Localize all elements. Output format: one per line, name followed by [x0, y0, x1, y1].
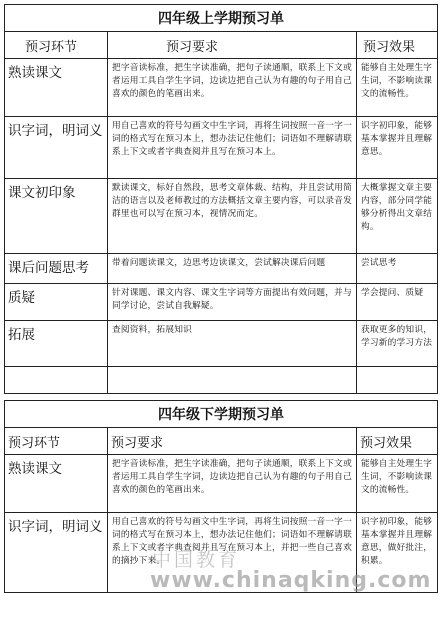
effect-cell: 学会提问、质疑 [357, 284, 438, 321]
lower-table-title: 四年级下学期预习单 [5, 401, 438, 428]
upper-table-title: 四年级上学期预习单 [5, 5, 438, 32]
requirement-cell: 查阅资料，拓展知识 [108, 321, 357, 367]
stage-cell: 熟读课文 [5, 455, 108, 513]
effect-cell: 能够自主处理生字生词，不影响读课文的流畅性。 [357, 59, 438, 117]
stage-cell: 课后问题思考 [5, 254, 108, 284]
header-requirement: 预习要求 [108, 428, 357, 455]
upper-prep-table [4, 4, 438, 394]
stage-cell: 拓展 [5, 321, 108, 367]
requirement-cell: 针对课题、课文内容、课文生字词等方面提出有效问题，并与同学讨论，尝试自我解疑。 [108, 284, 357, 321]
requirement-cell: 把字音读标准，把生字读准确，把句子读通顺，联系上下文或者运用工具自学生字词，边读边把自己认为有趣的句子用自己喜欢的颜色的笔画出来。 [108, 455, 357, 513]
stage-cell: 课文初印象 [5, 179, 108, 254]
document-page [4, 4, 437, 593]
header-stage: 预习环节 [5, 32, 108, 59]
effect-cell: 尝试思考 [357, 254, 438, 284]
effect-cell: 识字初印象，能够基本掌握并且理解意思，做好批注，积累。 [357, 513, 438, 593]
watermark-url: www.chinaqking.com [150, 568, 432, 593]
empty-cell [5, 367, 108, 394]
header-effect: 预习效果 [357, 32, 438, 59]
requirement-cell: 把字音读标准，把生字读准确，把句子读通顺，联系上下文或者运用工具自学生字词，边读边把自己认为有趣的句子用自己喜欢的颜色的笔画出来。 [108, 59, 357, 117]
header-requirement: 预习要求 [108, 32, 357, 59]
stage-cell: 识字词，明词义 [5, 513, 108, 593]
effect-cell: 获取更多的知识，学习新的学习方法 [357, 321, 438, 367]
requirement-cell: 带着问题读课文，边思考边读课文，尝试解决课后问题 [108, 254, 357, 284]
requirement-cell: 用自己喜欢的符号勾画文中生字词，再将生词按照一音一字一词的格式写在预习本上，想办法记住他们；词语如不理解请联系上下文或者字典查阅并且写在预习本上，并把一些自己喜欢的摘抄下来。 [108, 513, 357, 593]
effect-cell: 识字初印象，能够基本掌握并且理解意思。 [357, 117, 438, 179]
empty-cell [357, 367, 438, 394]
header-stage: 预习环节 [5, 428, 108, 455]
stage-cell: 识字词，明词义 [5, 117, 108, 179]
effect-cell: 能够自主处理生字生词，不影响读课文的流畅性。 [357, 455, 438, 513]
stage-cell: 质疑 [5, 284, 108, 321]
header-effect: 预习效果 [357, 428, 438, 455]
requirement-cell: 默读课文，标好自然段，思考文章体裁、结构，并且尝试用简洁的语言以及老师教过的方法概括文章主要内容，可以录音发群里也可以写在预习本，视情况而定。 [108, 179, 357, 254]
stage-cell: 熟读课文 [5, 59, 108, 117]
effect-cell: 大概掌握文章主要内容，部分同学能够分析得出文章结构。 [357, 179, 438, 254]
empty-cell [108, 367, 357, 394]
watermark-cn: 中国教育 [152, 549, 241, 571]
requirement-cell: 用自己喜欢的符号勾画文中生字词，再将生词按照一音一字一词的格式写在预习本上，想办法记住他们；词语如不理解请联系上下文或者字典查阅并且写在预习本上。 [108, 117, 357, 179]
